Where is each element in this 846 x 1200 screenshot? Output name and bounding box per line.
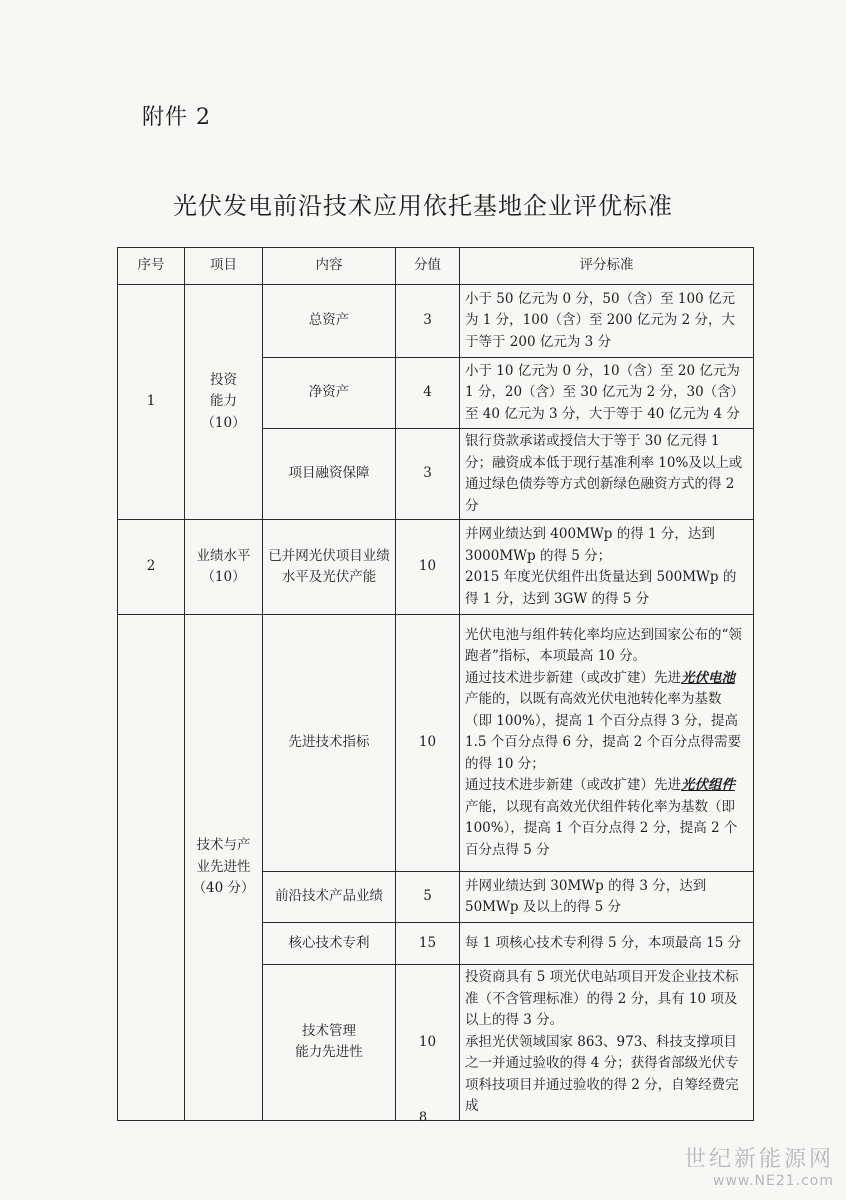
row-criteria xyxy=(460,615,754,872)
row-content: 净资产 xyxy=(263,358,396,429)
criteria-line: 承担光伏领域国家 863、973、科技支撑项目之一并通过验收的得 4 分；获得省部级光伏专项科技项目并通过验收的得 2 分，自筹经费完成 xyxy=(465,1033,739,1114)
group-number: 2 xyxy=(118,520,185,615)
table-row xyxy=(118,285,754,358)
row-score: 10 xyxy=(396,615,460,872)
group-number: 1 xyxy=(118,285,185,520)
row-criteria xyxy=(460,965,754,1121)
evaluation-table xyxy=(117,247,754,1121)
header-content: 内容 xyxy=(263,248,396,285)
criteria-line: 光伏电池与组件转化率均应达到国家公布的“领跑者”指标，本项最高 10 分。 xyxy=(465,626,742,665)
header-project: 项目 xyxy=(185,248,263,285)
document-title: 光伏发电前沿技术应用依托基地企业评优标准 xyxy=(173,192,673,220)
project-line: （40 分） xyxy=(192,880,255,896)
annex-label: 附件 2 xyxy=(142,105,211,130)
row-criteria: 小于 50 亿元为 0 分，50（含）至 100 亿元为 1 分，100（含）至 200 亿元为 2 分，大于等于 200 亿元为 3 分 xyxy=(460,285,754,358)
content-line: 技术管理 xyxy=(302,1022,356,1039)
row-criteria: 并网业绩达到 30MWp 的得 3 分，达到 50MWp 及以上的得 5 分 xyxy=(460,872,754,923)
project-line: （10） xyxy=(201,569,246,585)
row-score: 5 xyxy=(396,872,460,923)
header-score: 分值 xyxy=(396,248,460,285)
row-content: 先进技术指标 xyxy=(263,615,396,872)
table-row xyxy=(118,615,754,872)
row-content: 总资产 xyxy=(263,285,396,358)
row-score: 3 xyxy=(396,429,460,520)
criteria-line xyxy=(465,775,748,861)
row-content: 项目融资保障 xyxy=(263,429,396,520)
group-number xyxy=(118,615,185,1121)
row-score: 10 xyxy=(396,520,460,615)
criteria-text: 通过技术进步新建（或改扩建）先进 xyxy=(465,777,681,794)
project-line: 技术与产 xyxy=(196,837,251,853)
row-criteria: 银行贷款承诺或授信大于等于 30 亿元得 1 分；融资成本低于现行基准利率 10%及以上或通过绿色债券等方式创新绿色融资方式的得 2 分 xyxy=(460,429,754,520)
table-header-row xyxy=(118,248,754,285)
row-content: 前沿技术产品业绩 xyxy=(263,872,396,923)
watermark xyxy=(684,1142,834,1189)
group-project xyxy=(185,615,263,1121)
row-score: 4 xyxy=(396,358,460,429)
criteria-line: 并网业绩达到 400MWp 的得 1 分，达到 3000MWp 的得 5 分； xyxy=(465,526,715,564)
project-line: 能力 xyxy=(210,393,237,410)
criteria-line: 投资商具有 5 项光伏电站项目开发企业技术标准（不含管理标准）的得 2 分，具有 10 项及以上的得 3 分。 xyxy=(465,969,739,1028)
watermark-url: www.NE21.com xyxy=(713,1173,834,1189)
project-line: （10） xyxy=(201,414,246,431)
table-row xyxy=(118,520,754,615)
project-line: 投资 xyxy=(210,371,237,388)
header-no: 序号 xyxy=(118,248,185,285)
row-criteria xyxy=(460,520,754,615)
row-score: 3 xyxy=(396,285,460,358)
group-project xyxy=(185,520,263,615)
row-score: 15 xyxy=(396,923,460,965)
watermark-name: 世纪新能源网 xyxy=(683,1147,834,1172)
highlight-pv-cell: 光伏电池 xyxy=(681,669,735,686)
criteria-text: 产能的，以既有高效光伏电池转化率为基数（即 100%），提高 1 个百分点得 3 分，提高 1.5 个百分点得 6 分，提高 2 个百分点得需要的得 10 分； xyxy=(465,691,742,772)
row-content: 核心技术专利 xyxy=(263,923,396,965)
highlight-pv-module: 光伏组件 xyxy=(681,777,735,794)
row-content xyxy=(263,965,396,1121)
project-line: 业绩水平 xyxy=(196,547,251,564)
group-project xyxy=(185,285,263,520)
page-number: 8 xyxy=(418,1110,428,1125)
criteria-text: 通过技术进步新建（或改扩建）先进 xyxy=(465,669,681,686)
row-criteria: 每 1 项核心技术专利得 5 分，本项最高 15 分 xyxy=(460,923,754,965)
row-score: 10 xyxy=(396,965,460,1121)
content-line: 能力先进性 xyxy=(295,1044,363,1061)
criteria-line xyxy=(465,668,748,776)
header-criteria: 评分标准 xyxy=(460,248,754,285)
row-criteria: 小于 10 亿元为 0 分，10（含）至 20 亿元为 1 分，20（含）至 30 亿元为 2 分，30（含）至 40 亿元为 3 分，大于等于 40 亿元为 4 分 xyxy=(460,358,754,429)
criteria-line: 2015 年度光伏组件出货量达到 500MWp 的得 1 分，达到 3GW 的得 5 分 xyxy=(465,569,737,607)
criteria-text: 产能，以现有高效光伏组件转化率为基数（即 100%），提高 1 个百分点得 2 分，提高 2 个百分点得 5 分 xyxy=(465,798,738,858)
project-line: 业先进性 xyxy=(196,858,251,875)
row-content: 已并网光伏项目业绩水平及光伏产能 xyxy=(263,520,396,615)
